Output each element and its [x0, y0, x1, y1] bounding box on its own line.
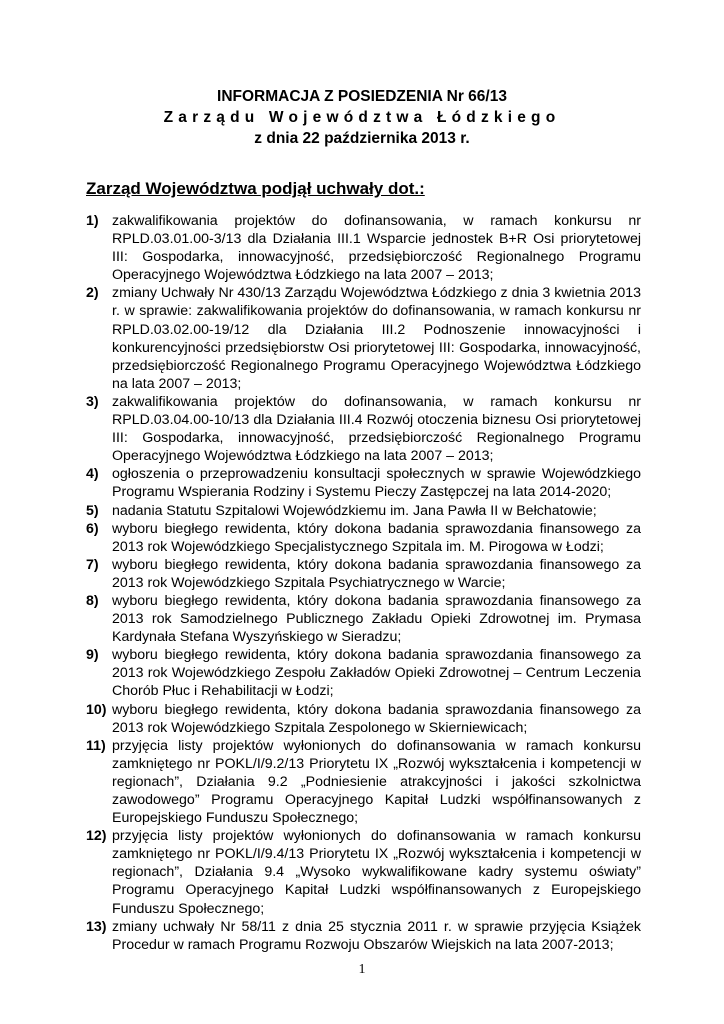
list-item [86, 520, 641, 556]
list-item [86, 393, 641, 465]
list-item [86, 918, 641, 954]
list-item-text: wyboru biegłego rewidenta, który dokona badania sprawozdania finansowego za 2013 rok Samodzielnego Publicznego Zakładu Opieki Zdrowotnej im. Prymasa Kardynała Stefana Wyszyńskiego w Sieradzu; [112, 592, 641, 646]
list-item-number: 11) [86, 737, 106, 754]
page-number: 1 [358, 962, 366, 977]
list-item [86, 592, 641, 646]
list-item-text: przyjęcia listy projektów wyłonionych do dofinansowania w ramach konkursu zamkniętego nr POKL/I/9.4/13 Priorytetu IX „Rozwój wykształcenia i kompetencji w regionach”, Działania 9.4 „Wysoko wykwalifikowane kadry systemu oświaty” Programu Operacyjnego Kapitał Ludzki współfinansowanych z Europejskiego Funduszu Społecznego; [112, 828, 641, 917]
list-item-number: 8) [86, 592, 99, 609]
list-item-number: 12) [86, 828, 107, 845]
list-item [86, 502, 641, 520]
list-item-text: wyboru biegłego rewidenta, który dokona badania sprawozdania finansowego za 2013 rok Wojewódzkiego Szpitala Psychiatrycznego w Warcie; [112, 556, 641, 591]
list-item-text: ogłoszenia o przeprowadzeniu konsultacji społecznych w sprawie Wojewódzkiego Programu Wspierania Rodziny i Systemu Pieczy Zastępczej na lata 2014-2020; [112, 466, 641, 501]
list-item-number: 10) [86, 701, 107, 718]
list-item-number: 1) [86, 213, 99, 229]
list-item-text: zmiany uchwały Nr 58/11 z dnia 25 stycznia 2011 r. w sprawie przyjęcia Książek Procedur w ramach Programu Rozwoju Obszarów Wiejskich na lata 2007-2013; [112, 918, 641, 953]
list-item [86, 646, 641, 700]
list-item-number: 4) [86, 466, 99, 483]
list-item-text: wyboru biegłego rewidenta, który dokona badania sprawozdania finansowego za 2013 rok Wojewódzkiego Specjalistycznego Szpitala im. M. Pirogowa w Łodzi; [112, 520, 641, 555]
list-item-text: zmiany Uchwały Nr 430/13 Zarządu Województwa Łódzkiego z dnia 3 kwietnia 2013 r. w sprawie: zakwalifikowania projektów do dofinansowania, w ramach konkursu nr RPLD.03.02.00-19/12 dla Działania III.2 Podnoszenie innowacyjności i konkurencyjności przedsiębiorstw Osi priorytetowej III: Gospodarka, innowacyjność, przedsiębiorczość Regionalnego Programu Operacyjnego Województwa Łódzkiego na lata 2007 – 2013; [112, 285, 641, 392]
list-item [86, 212, 641, 284]
header-title: INFORMACJA Z POSIEDZENIA Nr 66/13 [217, 88, 507, 105]
list-item [86, 701, 641, 737]
list-item-number: 7) [86, 556, 99, 573]
list-item-text: nadania Statutu Szpitalowi Wojewódzkiemu im. Jana Pawła II w Bełchatowie; [112, 502, 597, 519]
list-item-text: wyboru biegłego rewidenta, który dokona badania sprawozdania finansowego za 2013 rok Wojewódzkiego Zespołu Zakładów Opieki Zdrowotnej – Centrum Leczenia Chorób Płuc i Rehabilitacji w Łodzi; [112, 647, 641, 700]
list-item-text: wyboru biegłego rewidenta, który dokona badania sprawozdania finansowego za 2013 rok Wojewódzkiego Szpitala Zespolonego w Skierniewicach; [112, 701, 641, 736]
section-title: Zarząd Województwa podjął uchwały dot.: [86, 179, 425, 198]
list-item-number: 13) [86, 918, 107, 935]
document-header [0, 86, 724, 149]
list-item [86, 827, 641, 917]
list-item-number: 5) [86, 502, 99, 519]
resolution-list [86, 212, 641, 954]
list-item [86, 556, 641, 592]
list-item-number: 6) [86, 520, 99, 537]
header-date: z dnia 22 października 2013 r. [254, 130, 470, 147]
header-issuer: Zarządu Województwa Łódzkiego [163, 109, 561, 126]
list-item [86, 465, 641, 501]
list-item-number: 9) [86, 647, 99, 664]
list-item [86, 284, 641, 393]
list-item-text: przyjęcia listy projektów wyłonionych do dofinansowania w ramach konkursu zamkniętego nr POKL/I/9.2/13 Priorytetu IX „Rozwój wykształcenia i kompetencji w regionach”, Działania 9.2 „Podniesienie atrakcyjności i jakości szkolnictwa zawodowego” Programu Operacyjnego Kapitał Ludzki współfinansowanych z Europejskiego Funduszu Społecznego; [112, 737, 641, 827]
list-item-text: zakwalifikowania projektów do dofinansowania, w ramach konkursu nr RPLD.03.01.00-3/13 dla Działania III.1 Wsparcie jednostek B+R Osi priorytetowej III: Gospodarka, innowacyjność, przedsiębiorczość Regionalnego Programu Operacyjnego Województwa Łódzkiego na lata 2007 – 2013; [112, 213, 641, 284]
list-item-number: 2) [86, 285, 99, 302]
list-item [86, 737, 641, 827]
list-item-number: 3) [86, 393, 99, 410]
list-item-text: zakwalifikowania projektów do dofinansowania, w ramach konkursu nr RPLD.03.04.00-10/13 dla Działania III.4 Rozwój otoczenia biznesu Osi priorytetowej III: Gospodarka, innowacyjność, przedsiębiorczość Regionalnego Programu Operacyjnego Województwa Łódzkiego na lata 2007 – 2013; [112, 393, 641, 465]
